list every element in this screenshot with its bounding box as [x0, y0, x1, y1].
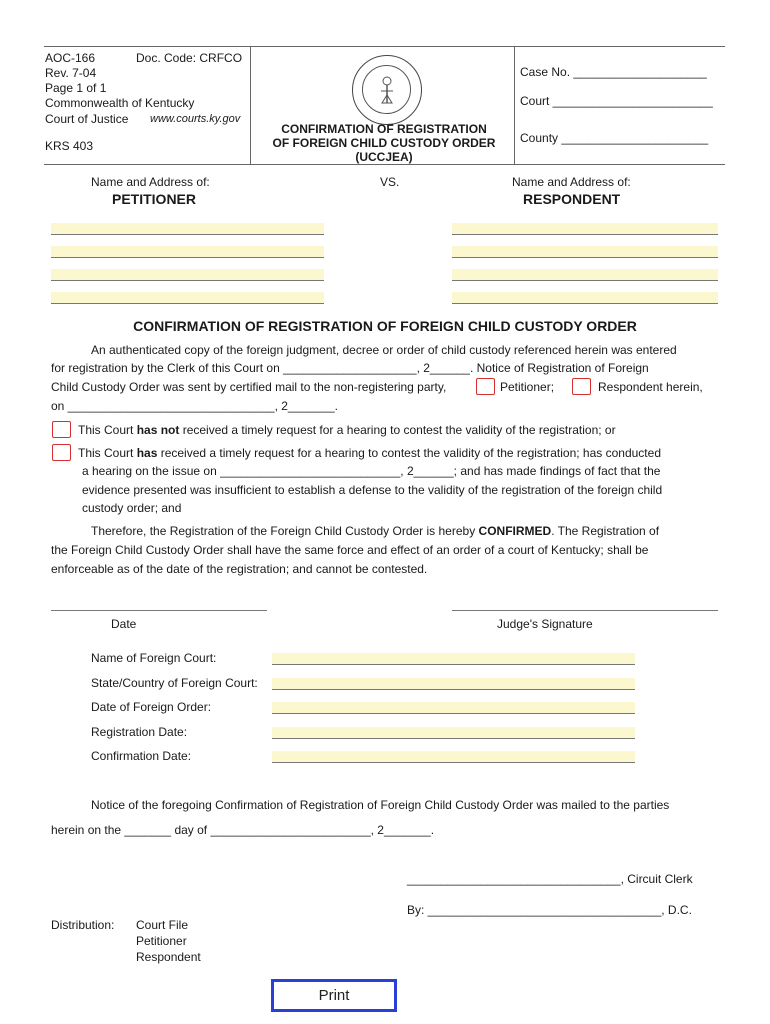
option2-line2: a hearing on the issue on ___________________________, 2______; and has made findings of fact that the	[82, 464, 661, 478]
petitioner-heading: PETITIONER	[112, 191, 197, 207]
revision: Rev. 7-04	[45, 66, 97, 80]
petitioner-name-address-label: Name and Address of:	[91, 175, 210, 189]
deputy-clerk-line[interactable]: By: ___________________________________, D.C.	[407, 903, 692, 917]
therefore-line1	[91, 523, 659, 539]
distribution-item: Court File	[136, 918, 189, 932]
date-label: Date	[111, 617, 137, 631]
court-field[interactable]: Court ________________________	[520, 94, 713, 108]
page-number: Page 1 of 1	[45, 81, 107, 95]
respondent-name-address-label: Name and Address of:	[512, 175, 631, 189]
website: www.courts.ky.gov	[150, 113, 241, 125]
option2-text	[78, 445, 661, 461]
para1-line1: An authenticated copy of the foreign judgment, decree or order of child custody referenced herein was entered	[91, 343, 677, 357]
therefore-pre: Therefore, the Registration of the Foreign Child Custody Order is hereby	[91, 524, 479, 538]
foreign-state-label: State/Country of Foreign Court:	[91, 676, 258, 690]
judge-signature-label: Judge's Signature	[497, 617, 593, 631]
registration-date-field[interactable]	[272, 727, 635, 739]
date-signature-line[interactable]	[51, 610, 267, 611]
petitioner-address-line-2[interactable]	[51, 246, 324, 258]
form-title-line3: (UCCJEA)	[355, 150, 413, 164]
respondent-address-line-3[interactable]	[452, 269, 718, 281]
respondent-heading: RESPONDENT	[523, 191, 621, 207]
form-title-line1: CONFIRMATION OF REGISTRATION	[281, 122, 487, 136]
court-of-justice: Court of Justice	[45, 112, 129, 126]
para1-line3: Child Custody Order was sent by certified mail to the non-registering party,	[51, 380, 447, 394]
foreign-order-date-label: Date of Foreign Order:	[91, 700, 212, 714]
print-button[interactable]: Print	[271, 979, 397, 1012]
therefore-line3: enforceable as of the date of the registration; and cannot be contested.	[51, 562, 428, 576]
judge-signature-line[interactable]	[452, 610, 718, 611]
foreign-order-date-field[interactable]	[272, 702, 635, 714]
respondent-address-line-2[interactable]	[452, 246, 718, 258]
petitioner-address-line-4[interactable]	[51, 292, 324, 304]
distribution-item: Respondent	[136, 950, 201, 964]
foreign-court-field[interactable]	[272, 653, 635, 665]
section-title: CONFIRMATION OF REGISTRATION OF FOREIGN CHILD CUSTODY ORDER	[133, 318, 637, 334]
krs-reference: KRS 403	[45, 139, 94, 153]
header-divider-left	[250, 46, 251, 164]
circuit-clerk-line[interactable]: ________________________________, Circuit Clerk	[407, 872, 693, 886]
respondent-address-line-4[interactable]	[452, 292, 718, 304]
petitioner-checkbox-label: Petitioner;	[500, 380, 555, 394]
option2-line3: evidence presented was insufficient to establish a defense to the validity of the registration of the foreign child	[82, 483, 663, 497]
versus-label: VS.	[380, 175, 400, 189]
foreign-court-label: Name of Foreign Court:	[91, 651, 217, 665]
option1-bold: has not	[136, 423, 180, 437]
para1-line2: for registration by the Clerk of this Court on ____________________, 2______. Notice of Registration of Foreign	[51, 361, 649, 375]
petitioner-checkbox[interactable]	[476, 378, 495, 395]
therefore-line2: the Foreign Child Custody Order shall have the same force and effect of an order of a court of Kentucky; shall be	[51, 543, 649, 557]
option2-bold: has	[136, 446, 158, 460]
doc-code: Doc. Code: CRFCO	[136, 51, 243, 65]
option2-pre: This Court	[78, 446, 137, 460]
para1-line4: on _______________________________, 2_______.	[51, 399, 338, 413]
respondent-checkbox-label: Respondent herein,	[598, 380, 703, 394]
distribution-item: Petitioner	[136, 934, 187, 948]
confirmation-date-label: Confirmation Date:	[91, 749, 192, 763]
confirmed-bold: CONFIRMED	[478, 524, 552, 538]
form-code: AOC-166	[45, 51, 96, 65]
petitioner-address-line-3[interactable]	[51, 269, 324, 281]
therefore-post: . The Registration of	[551, 524, 660, 538]
option2-line4: custody order; and	[82, 501, 182, 515]
form-title-line2: OF FOREIGN CHILD CUSTODY ORDER	[272, 136, 496, 150]
header-top-rule	[44, 46, 725, 47]
notice-line1: Notice of the foregoing Confirmation of Registration of Foreign Child Custody Order was mailed to the parties	[91, 798, 670, 812]
commonwealth: Commonwealth of Kentucky	[45, 96, 195, 110]
confirmation-date-field[interactable]	[272, 751, 635, 763]
option1-pre: This Court	[78, 423, 137, 437]
county-field[interactable]: County ______________________	[520, 131, 709, 145]
foreign-state-field[interactable]	[272, 678, 635, 690]
registration-date-label: Registration Date:	[91, 725, 188, 739]
distribution-label: Distribution:	[51, 918, 115, 932]
notice-line2: herein on the _______ day of ________________________, 2_______.	[51, 823, 435, 837]
has-received-checkbox[interactable]	[52, 444, 71, 461]
petitioner-address-line-1[interactable]	[51, 223, 324, 235]
respondent-address-line-1[interactable]	[452, 223, 718, 235]
option2-post: received a timely request for a hearing to contest the validity of the registration; has conducted	[157, 446, 661, 460]
header-divider-right	[514, 46, 515, 164]
case-number-field[interactable]: Case No. ____________________	[520, 65, 707, 79]
option1-post: received a timely request for a hearing to contest the validity of the registration; or	[179, 423, 616, 437]
kentucky-seal-icon	[352, 55, 422, 125]
has-not-received-checkbox[interactable]	[52, 421, 71, 438]
respondent-checkbox[interactable]	[572, 378, 591, 395]
option1-text	[78, 422, 616, 438]
